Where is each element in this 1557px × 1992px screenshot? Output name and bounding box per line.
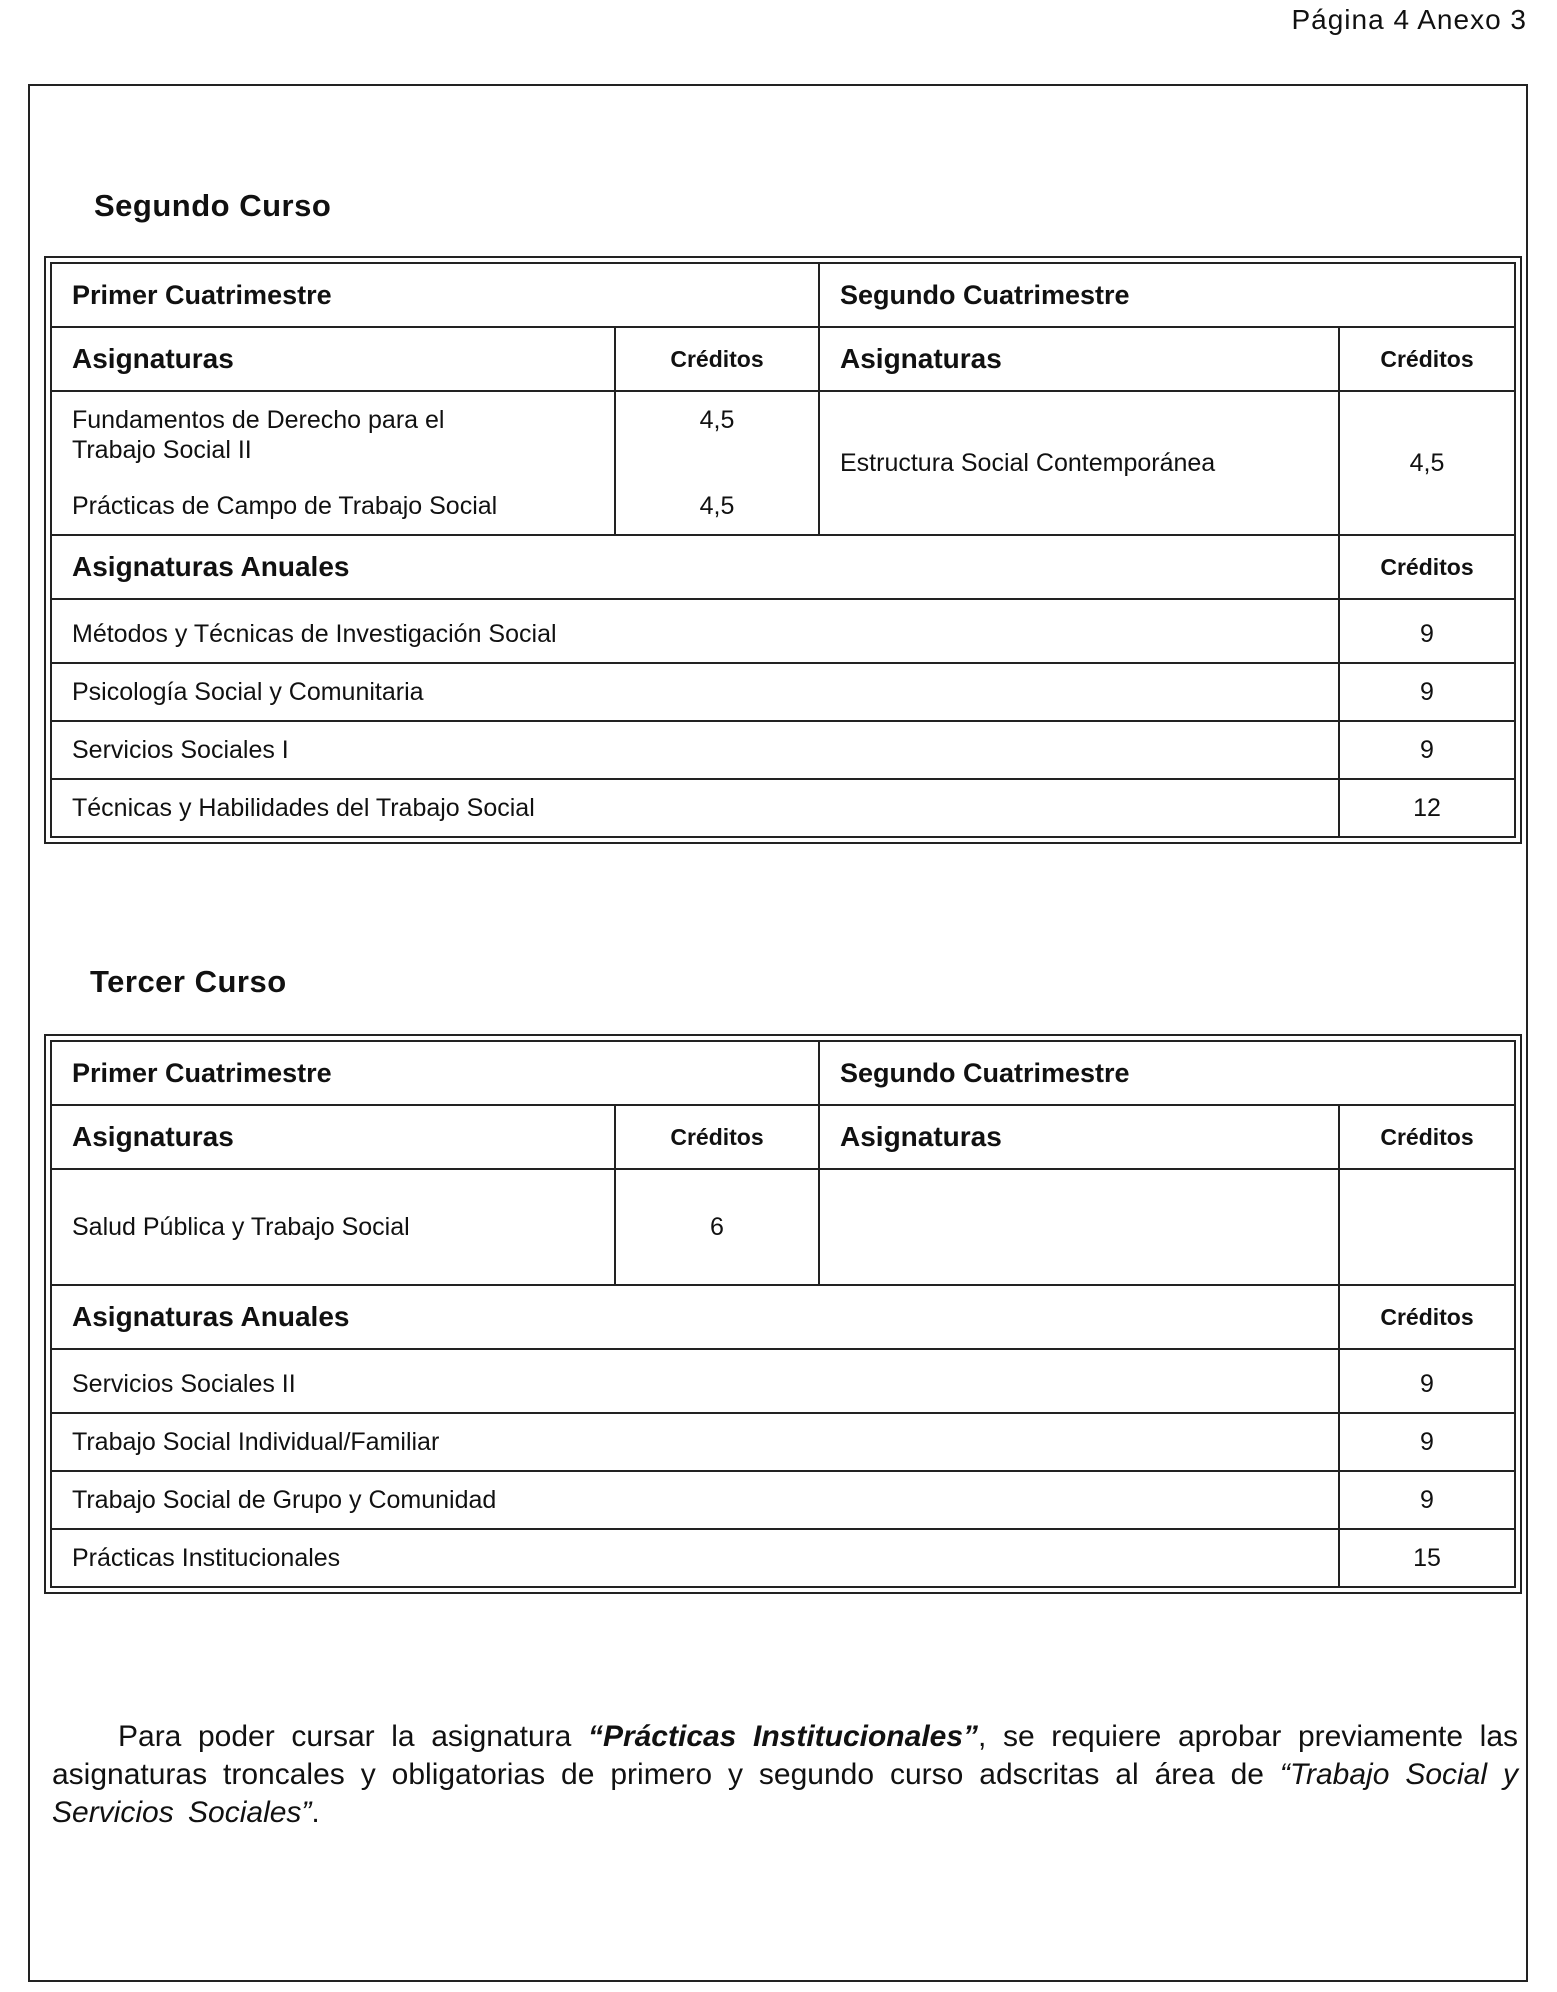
table-row — [51, 599, 1515, 663]
segundo-anuales-creditos-header: Créditos — [1339, 535, 1515, 599]
segundo-curso-title: Segundo Curso — [94, 188, 332, 223]
tercer-curso-table — [50, 1040, 1516, 1588]
subject-name: Fundamentos de Derecho para el — [72, 406, 445, 434]
credit-value: 4,5 — [699, 492, 735, 520]
tercer-c2-creditos-header: Créditos — [1339, 1105, 1515, 1169]
tercer-c2-subjects-empty — [819, 1169, 1339, 1285]
note-area: “Trabajo Social y Servicios Sociales” — [52, 1758, 1518, 1829]
segundo-c1-asignaturas-header: Asignaturas — [51, 327, 615, 391]
table-row — [51, 1471, 1515, 1529]
tercer-c2-asignaturas-header: Asignaturas — [819, 1105, 1339, 1169]
tercer-c1-subjects — [51, 1169, 615, 1285]
table-row — [51, 779, 1515, 837]
subject-name: Psicología Social y Comunitaria — [51, 663, 1339, 721]
table-row — [51, 1413, 1515, 1471]
tercer-c2-credits-empty — [1339, 1169, 1515, 1285]
requirement-note — [52, 1718, 1518, 1832]
credit-value: 9 — [1339, 1471, 1515, 1529]
note-text: . — [311, 1796, 320, 1829]
table-row — [51, 721, 1515, 779]
tercer-segundo-cuatrimestre-header: Segundo Cuatrimestre — [819, 1041, 1515, 1105]
credit-value: 9 — [1339, 721, 1515, 779]
subject-name: Servicios Sociales I — [51, 721, 1339, 779]
tercer-c1-creditos-header: Créditos — [615, 1105, 819, 1169]
subject-name: Prácticas Institucionales — [51, 1529, 1339, 1587]
note-text: , se requiere aprobar previamente las asignaturas troncales y obligatorias de primero y segundo curso adscritas al área de — [52, 1720, 1518, 1791]
subject-name: Salud Pública y Trabajo Social — [72, 1213, 410, 1241]
credit-value: 9 — [1339, 599, 1515, 663]
subject-name: Métodos y Técnicas de Investigación Social — [51, 599, 1339, 663]
segundo-curso-table — [50, 262, 1516, 838]
page-header: Página 4 Anexo 3 — [1291, 4, 1527, 35]
tercer-c1-asignaturas-header: Asignaturas — [51, 1105, 615, 1169]
credit-value: 9 — [1339, 1413, 1515, 1471]
segundo-c2-asignaturas-header: Asignaturas — [819, 327, 1339, 391]
subject-name: Estructura Social Contemporánea — [840, 449, 1216, 477]
subject-name: Trabajo Social Individual/Familiar — [51, 1413, 1339, 1471]
segundo-anuales-header: Asignaturas Anuales — [51, 535, 1339, 599]
subject-name: Servicios Sociales II — [51, 1349, 1339, 1413]
table-row — [51, 1349, 1515, 1413]
segundo-c1-subjects — [51, 391, 615, 535]
tercer-anuales-header: Asignaturas Anuales — [51, 1285, 1339, 1349]
segundo-c2-creditos-header: Créditos — [1339, 327, 1515, 391]
note-emphasis: “Prácticas Institucionales” — [587, 1720, 979, 1753]
table-row — [51, 663, 1515, 721]
credit-value: 12 — [1339, 779, 1515, 837]
segundo-segundo-cuatrimestre-header: Segundo Cuatrimestre — [819, 263, 1515, 327]
table-row — [51, 1529, 1515, 1587]
subject-name: Trabajo Social de Grupo y Comunidad — [51, 1471, 1339, 1529]
segundo-primer-cuatrimestre-header: Primer Cuatrimestre — [51, 263, 819, 327]
note-text: Para poder cursar la asignatura — [118, 1720, 588, 1753]
credit-value: 15 — [1339, 1529, 1515, 1587]
credit-value: 6 — [710, 1213, 724, 1241]
subject-name: Técnicas y Habilidades del Trabajo Social — [51, 779, 1339, 837]
credit-value: 4,5 — [1409, 449, 1445, 477]
credit-value: 9 — [1339, 663, 1515, 721]
segundo-c1-creditos-header: Créditos — [615, 327, 819, 391]
credit-value: 4,5 — [699, 406, 735, 434]
subject-name: Prácticas de Campo de Trabajo Social — [72, 492, 498, 520]
tercer-primer-cuatrimestre-header: Primer Cuatrimestre — [51, 1041, 819, 1105]
tercer-anuales-creditos-header: Créditos — [1339, 1285, 1515, 1349]
segundo-c1-credits — [615, 391, 819, 535]
segundo-c2-credits — [1339, 391, 1515, 535]
subject-name: Trabajo Social II — [72, 436, 252, 464]
tercer-curso-title: Tercer Curso — [90, 964, 287, 999]
credit-value: 9 — [1339, 1349, 1515, 1413]
tercer-c1-credits — [615, 1169, 819, 1285]
segundo-c2-subjects — [819, 391, 1339, 535]
